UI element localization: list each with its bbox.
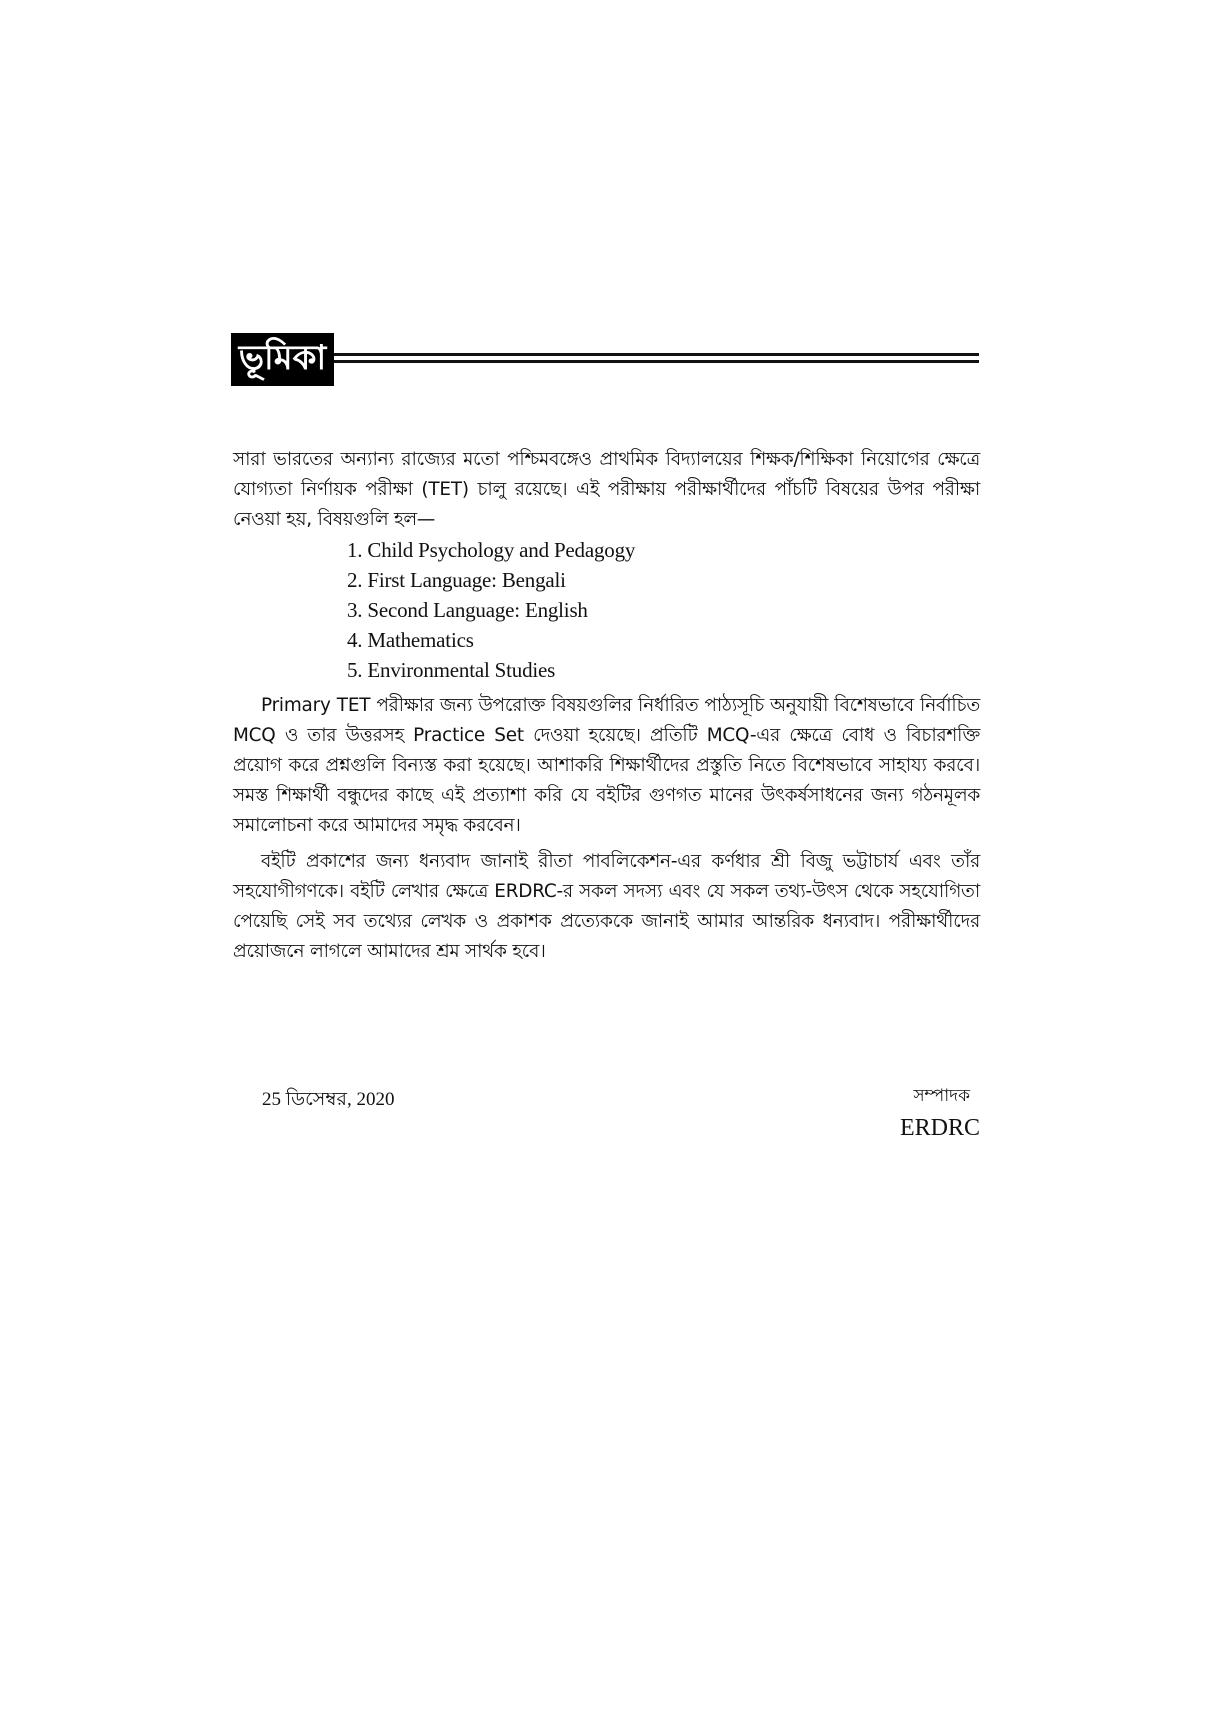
- subject-item: 4. Mathematics: [347, 628, 474, 652]
- subject-item: 1. Child Psychology and Pedagogy: [347, 538, 636, 562]
- footer-editor-label: সম্পাদক: [913, 1086, 970, 1106]
- subject-item: 3. Second Language: English: [347, 598, 588, 622]
- acknowledgement-paragraph: বইটি প্রকাশের জন্য ধন্যবাদ জানাই রীতা পাবলিকেশন-এর কর্ণধার শ্রী বিজু ভট্টাচার্য এবং তাঁর সহযোগীগণকে। বইটি লেখার ক্ষেত্রে ERDRC-র সকল সদস্য এবং যে সকল তথ্য-উৎস থেকে সহযোগিতা পেয়েছি সেই সব তথ্যের লেখক ও প্রকাশক প্রত্যেককে জানাই আমার আন্তরিক ধন্যবাদ। পরীক্ষার্থীদের প্রয়োজনে লাগলে আমাদের শ্রম সার্থক হবে।: [233, 851, 980, 962]
- subject-list: [233, 535, 980, 685]
- section-heading: [231, 333, 979, 387]
- heading-rule-bottom: [334, 360, 979, 363]
- intro-paragraph: সারা ভারতের অন্যান্য রাজ্যের মতো পশ্চিমবঙ্গেও প্রাথমিক বিদ্যালয়ের শিক্ষক/শিক্ষিকা নিয়োগের ক্ষেত্রে যোগ্যতা নির্ণায়ক পরীক্ষা (TET) চালু রয়েছে। এই পরীক্ষায় পরীক্ষার্থীদের পাঁচটি বিষয়ের উপর পরীক্ষা নেওয়া হয়, বিষয়গুলি হল—: [233, 449, 980, 530]
- footer-organization: ERDRC: [899, 1115, 980, 1141]
- heading-rule-top: [334, 353, 979, 356]
- heading-title-box: [231, 333, 334, 386]
- subject-item: 5. Environmental Studies: [347, 658, 556, 682]
- footer-date: 25 ডিসেম্বর, 2020: [262, 1089, 395, 1110]
- practice-set-paragraph: Primary TET পরীক্ষার জন্য উপরোক্ত বিষয়গুলির নির্ধারিত পাঠ্যসূচি অনুযায়ী বিশেষভাবে নির্বাচিত MCQ ও তার উত্তরসহ Practice Set দেওয়া হয়েছে। প্রতিটি MCQ-এর ক্ষেত্রে বোধ ও বিচারশক্তি প্রয়োগ করে প্রশ্নগুলি বিন্যস্ত করা হয়েছে। আশাকরি শিক্ষার্থীদের প্রস্তুতি নিতে বিশেষভাবে সাহায্য করবে। সমস্ত শিক্ষার্থী বন্ধুদের কাছে এই প্রত্যাশা করি যে বইটির গুণগত মানের উৎকর্ষসাধনের জন্য গঠনমূলক সমালোচনা করে আমাদের সমৃদ্ধ করবেন।: [233, 695, 980, 836]
- subject-item: 2. First Language: Bengali: [347, 568, 566, 592]
- heading-title: ভূমিকা: [238, 337, 327, 378]
- preface-body: [233, 445, 980, 967]
